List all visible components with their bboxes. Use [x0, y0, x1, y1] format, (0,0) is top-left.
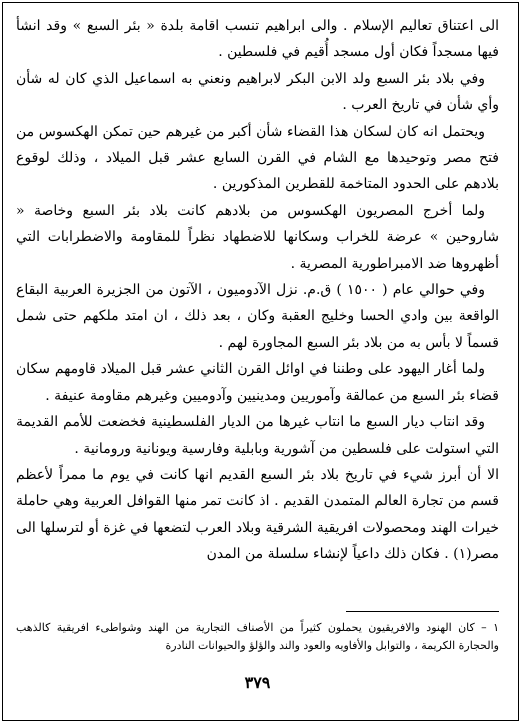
page-number: ٣٧٩	[244, 673, 271, 692]
page-frame	[2, 2, 519, 721]
paragraph-4: ولما أخرج المصريون الهكسوس من بلادهم كانت بلاد بئر السبع وخاصة « شاروحين » عرضة للخراب وسكانها للاضطهاد نظراً للمقاومة والاضطرابات التي أظهروها ضد الامبراطورية المصرية .	[16, 202, 499, 272]
paragraph-2: وفي بلاد بئر السبع ولد الابن البكر لابراهيم ونعني به اسماعيل الذي كان له شأن وأي شأن في تاريخ العرب .	[16, 70, 499, 114]
paragraph-7: وقد انتاب ديار السبع ما انتاب غيرها من الديار الفلسطينية فخضعت للأمم القديمة التي استولت على فلسطين من آشورية وبابلية وفارسية ويونانية ورومانية .	[16, 414, 499, 457]
footnote	[16, 619, 499, 655]
paragraph-5: وفي حوالي عام ( ١٥٠٠ ) ق.م. نزل الآدوميون ، الآتون من الجزيرة العربية البقاع الواقعة بين وادي الحسا وخليج العقبة وكان ، بعد ذلك ، ان امتد ملكهم حتى شمل قسماً لا بأس به من بلاد بئر السبع المجاورة لهم .	[16, 282, 499, 351]
paragraph-3: ويحتمل انه كان لسكان هذا القضاء شأن أكبر من غيرهم حين تمكن الهكسوس من فتح مصر وتوحيدها مع الشام في القرن السابع عشر قبل الميلاد ، وذلك لوقوع بلادهم على الحدود المتاخمة للقطرين المذكورين .	[16, 123, 499, 193]
document-page	[16, 13, 499, 703]
paragraph-1: الى اعتناق تعاليم الإسلام . والى ابراهيم تنسب اقامة بلدة « بئر السبع » وقد انشأ فيها مسجداً فكان أول مسجد أُقيم في فلسطين .	[16, 18, 499, 61]
paragraph-8: الا أن أبرز شيء في تاريخ بلاد بئر السبع القديم انها كانت في يوم ما ممراً لأعظم قسم من تجارة العالم المتمدن القديم . اذ كانت تمر منها القوافل العربية وهي حاملة خيرات الهند ومحصولات افريقية الشرقية وبلاد العرب لتضعها في غزة أو لترسلها الى مصر(١) . فكان ذلك داعياً لإنشاء سلسلة من المدن	[16, 466, 499, 563]
footnote-text: ١ – كان الهنود والافريقيون يحملون كثيراً من الأصناف التجارية من الهند وشواطىء افريقية كالذهب والحجارة الكريمة ، والتوابل والأفاويه والعود والند والؤلؤ والحيوانات النادرة	[16, 621, 499, 652]
footnote-divider	[346, 611, 499, 612]
body-text	[16, 13, 499, 568]
paragraph-6: ولما أغار اليهود على وطننا في اوائل القرن الثاني عشر قبل الميلاد قاومهم سكان قضاء بئر السبع من عمالقة وآموريين ومدينيين وآدوميين وغيرهم مقاومة عنيفة .	[16, 361, 499, 404]
